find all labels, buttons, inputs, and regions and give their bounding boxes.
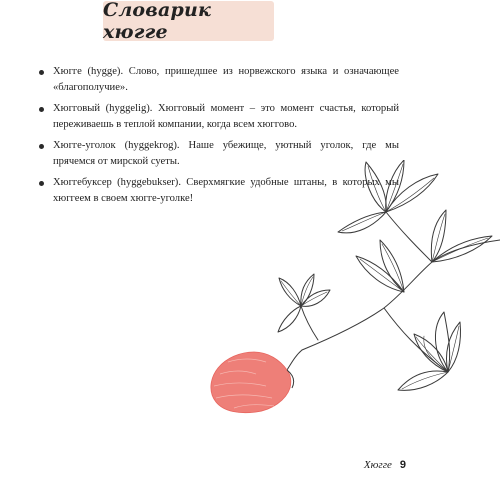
- bullet-icon: [39, 144, 44, 149]
- page-title: Словарик хюгге: [103, 0, 212, 43]
- bullet-icon: [39, 70, 44, 75]
- glossary-entry-hygge: [39, 64, 399, 96]
- entry-definition: Слово, пришедшее из норвежского языка и означающее «благополучие».: [53, 66, 399, 93]
- entry-term: Хюгговый (hyggelig).: [53, 103, 153, 114]
- entry-term: Хюгге (hygge).: [53, 66, 124, 77]
- entry-term: Хюгге-уголок (hyggekrog).: [53, 140, 180, 151]
- leaf-group-right: [398, 312, 461, 390]
- bullet-icon: [39, 107, 44, 112]
- stem-leftleaf-branch: [301, 306, 318, 340]
- title-banner: [103, 1, 274, 41]
- stem-main: [302, 240, 500, 350]
- running-title: Хюгге: [363, 459, 392, 471]
- page-footer: [364, 459, 406, 471]
- leaf-group-middle: [356, 210, 492, 292]
- leaf-group-left: [278, 274, 330, 332]
- bullet-icon: [39, 181, 44, 186]
- entry-term: Хюггебуксер (hyggebukser).: [53, 177, 181, 188]
- glossary-entry-hyggelig: [39, 101, 399, 133]
- leaf-group-upper: [338, 160, 438, 233]
- entry-definition: Сверхмягкие удобные штаны, в которых мы хюггеем в своем хюгге-уголке!: [53, 177, 399, 204]
- entry-definition: Наше убежище, уютный уголок, где мы прячемся от мирской суеты.: [53, 140, 399, 167]
- clover-flower: [211, 352, 294, 413]
- page-number: 9: [399, 459, 406, 471]
- stem-lower: [287, 350, 302, 370]
- stem-upper-branch: [386, 212, 432, 262]
- flower-illustration: [195, 160, 500, 440]
- entry-definition: Хюгговый момент – это момент счастья, который переживаешь в теплой компании, когда всем хюгговo.: [53, 103, 399, 130]
